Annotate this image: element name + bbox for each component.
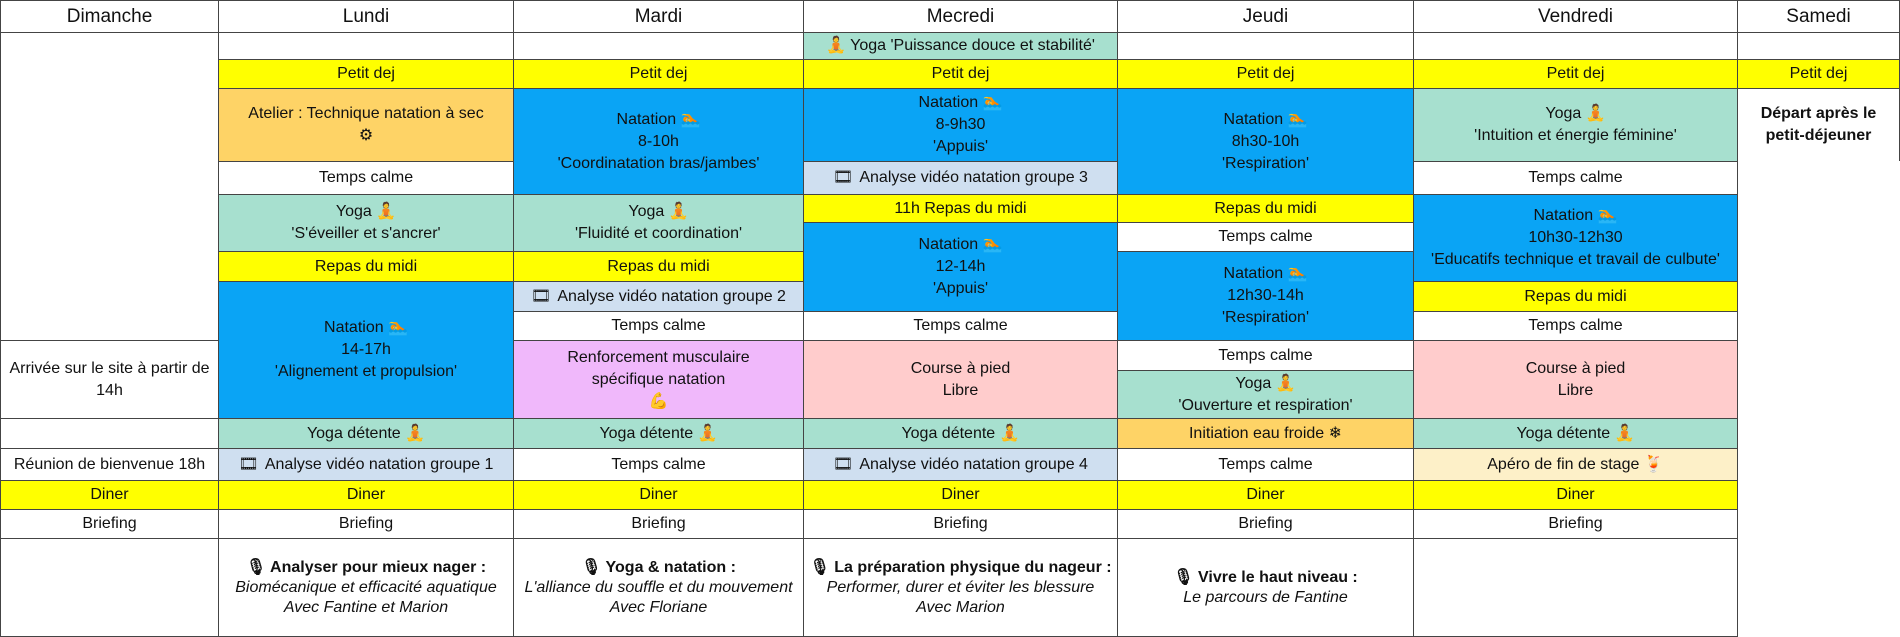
friday-apero: Apéro de fin de stage 🍹 xyxy=(1413,448,1738,481)
friday-briefing: Briefing xyxy=(1413,509,1738,539)
saturday-rest-empty xyxy=(1737,161,1900,637)
saturday-departure-text: Départ après le petit-déjeuner xyxy=(1760,105,1877,144)
wednesday-run-detail: Libre xyxy=(942,381,979,399)
sunday-welcome: Réunion de bienvenue 18h xyxy=(0,448,219,481)
friday-swim-title: Natation 🏊 xyxy=(1533,207,1618,224)
friday-swim-time: 10h30-12h30 xyxy=(1528,229,1623,246)
sunday-empty xyxy=(0,32,219,341)
thursday-swim-1-theme: 'Respiration' xyxy=(1221,154,1310,172)
thursday-swim-2-theme: 'Respiration' xyxy=(1221,309,1310,326)
thursday-breakfast: Petit dej xyxy=(1117,59,1414,89)
saturday-breakfast: Petit dej xyxy=(1737,59,1900,89)
monday-talk-subtitle: Biomécanique et efficacité aquatique xyxy=(235,578,497,596)
friday-calm-1: Temps calme xyxy=(1413,161,1738,195)
friday-lunch: Repas du midi xyxy=(1413,281,1738,312)
tuesday-video xyxy=(513,281,804,312)
thursday-yoga xyxy=(1117,370,1414,419)
wednesday-swim-1-theme: 'Appuis' xyxy=(932,138,989,155)
wednesday-swim-1-time: 8-9h30 xyxy=(935,116,986,133)
tuesday-yoga-theme: 'Fluidité et coordination' xyxy=(574,225,743,242)
day-header-samedi: Samedi xyxy=(1737,0,1900,33)
tuesday-talk-subtitle: L'alliance du souffle et du mouvement xyxy=(524,578,793,596)
film-icon: 🎞 xyxy=(238,455,259,473)
film-icon: 🎞 xyxy=(833,455,854,473)
monday-swim-theme: 'Alignement et propulsion' xyxy=(274,363,458,380)
tuesday-swim-time: 8-10h xyxy=(638,132,679,150)
tuesday-swim-title: Natation 🏊 xyxy=(616,110,701,128)
thursday-swim-2-time: 12h30-14h xyxy=(1227,287,1304,304)
wednesday-swim-2 xyxy=(803,222,1118,312)
friday-swim-theme: 'Educatifs technique et travail de culbute' xyxy=(1431,251,1720,268)
sunday-diner: Diner xyxy=(0,480,219,510)
thursday-lunch: Repas du midi xyxy=(1117,194,1414,223)
thursday-yoga-title: Yoga 🧘 xyxy=(1235,374,1296,392)
tuesday-yoga-relax: Yoga détente 🧘 xyxy=(513,418,804,449)
monday-breakfast: Petit dej xyxy=(218,59,514,89)
sunday-arrival-text: Arrivée sur le site à partir de 14h xyxy=(9,359,210,399)
monday-calm: Temps calme xyxy=(218,161,514,195)
monday-yoga xyxy=(218,194,514,252)
sunday-pad xyxy=(0,418,219,449)
thursday-talk xyxy=(1117,538,1414,637)
monday-briefing: Briefing xyxy=(218,509,514,539)
thursday-talk-title: 🎙 Vivre le haut niveau : xyxy=(1173,568,1358,586)
monday-yoga-title: Yoga 🧘 xyxy=(335,203,397,220)
monday-yoga-relax: Yoga détente 🧘 xyxy=(218,418,514,449)
wednesday-swim-2-time: 12-14h xyxy=(935,258,986,275)
wednesday-video-4 xyxy=(803,448,1118,481)
film-icon: 🎞 xyxy=(531,287,552,305)
thursday-swim-1 xyxy=(1117,88,1414,195)
tuesday-calm: Temps calme xyxy=(513,311,804,341)
friday-run-title: Course à pied xyxy=(1525,359,1626,377)
wednesday-video-4-label: Analyse vidéo natation groupe 4 xyxy=(859,455,1088,473)
film-icon: 🎞 xyxy=(833,169,854,186)
friday-calm-2: Temps calme xyxy=(1413,311,1738,341)
tuesday-yoga xyxy=(513,194,804,252)
monday-talk-title: 🎙 Analyser pour mieux nager : xyxy=(245,558,487,576)
sunday-briefing: Briefing xyxy=(0,509,219,539)
monday-swim-time: 14-17h xyxy=(341,341,391,358)
monday-swim xyxy=(218,281,514,419)
thursday-swim-2-title: Natation 🏊 xyxy=(1223,265,1308,282)
thursday-calm-2: Temps calme xyxy=(1117,340,1414,371)
friday-yoga-theme: 'Intuition et énergie féminine' xyxy=(1474,127,1677,144)
friday-top-empty xyxy=(1413,32,1738,60)
thursday-calm-1: Temps calme xyxy=(1117,222,1414,252)
tuesday-calm2: Temps calme xyxy=(513,448,804,481)
friday-talk-empty xyxy=(1413,538,1738,637)
monday-video xyxy=(218,448,514,481)
day-header-jeudi: Jeudi xyxy=(1117,0,1414,33)
day-header-vendredi: Vendredi xyxy=(1413,0,1738,33)
wednesday-video-3-label: Analyse vidéo natation groupe 3 xyxy=(859,169,1088,186)
wednesday-swim-1 xyxy=(803,88,1118,162)
thursday-yoga-theme: 'Ouverture et respiration' xyxy=(1178,396,1353,414)
monday-talk xyxy=(218,538,514,637)
monday-atelier-label: Atelier : Technique natation à sec xyxy=(248,105,484,122)
friday-breakfast: Petit dej xyxy=(1413,59,1738,89)
tuesday-lunch: Repas du midi xyxy=(513,251,804,282)
wednesday-video-3 xyxy=(803,161,1118,195)
thursday-swim-2 xyxy=(1117,251,1414,341)
friday-yoga xyxy=(1413,88,1738,162)
day-header-mecredi: Mecredi xyxy=(803,0,1118,33)
wednesday-yoga-morning: 🧘 Yoga 'Puissance douce et stabilité' xyxy=(803,32,1118,60)
tuesday-yoga-title: Yoga 🧘 xyxy=(628,203,689,220)
friday-yoga-title: Yoga 🧘 xyxy=(1545,105,1606,122)
monday-atelier xyxy=(218,88,514,162)
wednesday-talk-title: 🎙 La préparation physique du nageur : xyxy=(809,558,1112,576)
tuesday-briefing: Briefing xyxy=(513,509,804,539)
thursday-cold-water: Initiation eau froide ❄ xyxy=(1117,418,1414,449)
wednesday-swim-2-title: Natation 🏊 xyxy=(918,236,1003,253)
thursday-talk-subtitle: Le parcours de Fantine xyxy=(1183,588,1348,606)
monday-top-empty xyxy=(218,32,514,60)
thursday-diner: Diner xyxy=(1117,480,1414,510)
thursday-calm-3: Temps calme xyxy=(1117,448,1414,481)
tuesday-talk-title: 🎙 Yoga & natation : xyxy=(581,558,736,576)
wednesday-swim-1-title: Natation 🏊 xyxy=(918,94,1003,111)
wednesday-talk xyxy=(803,538,1118,637)
monday-video-label: Analyse vidéo natation groupe 1 xyxy=(264,455,494,473)
wednesday-diner: Diner xyxy=(803,480,1118,510)
tuesday-talk-speakers: Avec Floriane xyxy=(609,598,708,616)
saturday-top-empty xyxy=(1737,32,1900,60)
wednesday-run-title: Course à pied xyxy=(910,359,1011,377)
day-header-lundi: Lundi xyxy=(218,0,514,33)
sunday-talk-empty xyxy=(0,538,219,637)
thursday-briefing: Briefing xyxy=(1117,509,1414,539)
monday-talk-speakers: Avec Fantine et Marion xyxy=(283,598,449,616)
tuesday-diner: Diner xyxy=(513,480,804,510)
day-header-dimanche: Dimanche xyxy=(0,0,219,33)
tuesday-swim xyxy=(513,88,804,195)
wednesday-breakfast: Petit dej xyxy=(803,59,1118,89)
muscle-icon: 💪 xyxy=(648,392,669,410)
wednesday-run xyxy=(803,340,1118,419)
tuesday-strength xyxy=(513,340,804,419)
tuesday-talk xyxy=(513,538,804,637)
tuesday-top-empty xyxy=(513,32,804,60)
wednesday-briefing: Briefing xyxy=(803,509,1118,539)
monday-diner: Diner xyxy=(218,480,514,510)
sunday-arrival xyxy=(0,340,219,419)
tuesday-video-label: Analyse vidéo natation groupe 2 xyxy=(557,287,786,305)
tuesday-breakfast: Petit dej xyxy=(513,59,804,89)
thursday-swim-1-title: Natation 🏊 xyxy=(1223,110,1308,128)
wednesday-calm: Temps calme xyxy=(803,311,1118,341)
friday-diner: Diner xyxy=(1413,480,1738,510)
friday-run xyxy=(1413,340,1738,419)
wednesday-lunch: 11h Repas du midi xyxy=(803,194,1118,223)
wednesday-talk-speakers: Avec Marion xyxy=(916,598,1005,616)
gear-icon: ⚙ xyxy=(358,127,374,144)
tuesday-strength-label: Renforcement musculaire spécifique natation xyxy=(567,348,750,388)
friday-run-detail: Libre xyxy=(1557,381,1594,399)
wednesday-yoga-relax: Yoga détente 🧘 xyxy=(803,418,1118,449)
tuesday-swim-theme: 'Coordinatation bras/jambes' xyxy=(557,154,760,172)
friday-yoga-relax: Yoga détente 🧘 xyxy=(1413,418,1738,449)
thursday-top-empty xyxy=(1117,32,1414,60)
wednesday-swim-2-theme: 'Appuis' xyxy=(932,280,989,297)
thursday-swim-1-time: 8h30-10h xyxy=(1231,132,1300,150)
day-header-mardi: Mardi xyxy=(513,0,804,33)
monday-swim-title: Natation 🏊 xyxy=(324,319,408,336)
wednesday-talk-subtitle: Performer, durer et éviter les blessure xyxy=(826,578,1095,596)
friday-swim xyxy=(1413,194,1738,282)
saturday-departure xyxy=(1737,88,1900,162)
monday-lunch: Repas du midi xyxy=(218,251,514,282)
monday-yoga-theme: 'S'éveiller et s'ancrer' xyxy=(291,225,441,242)
